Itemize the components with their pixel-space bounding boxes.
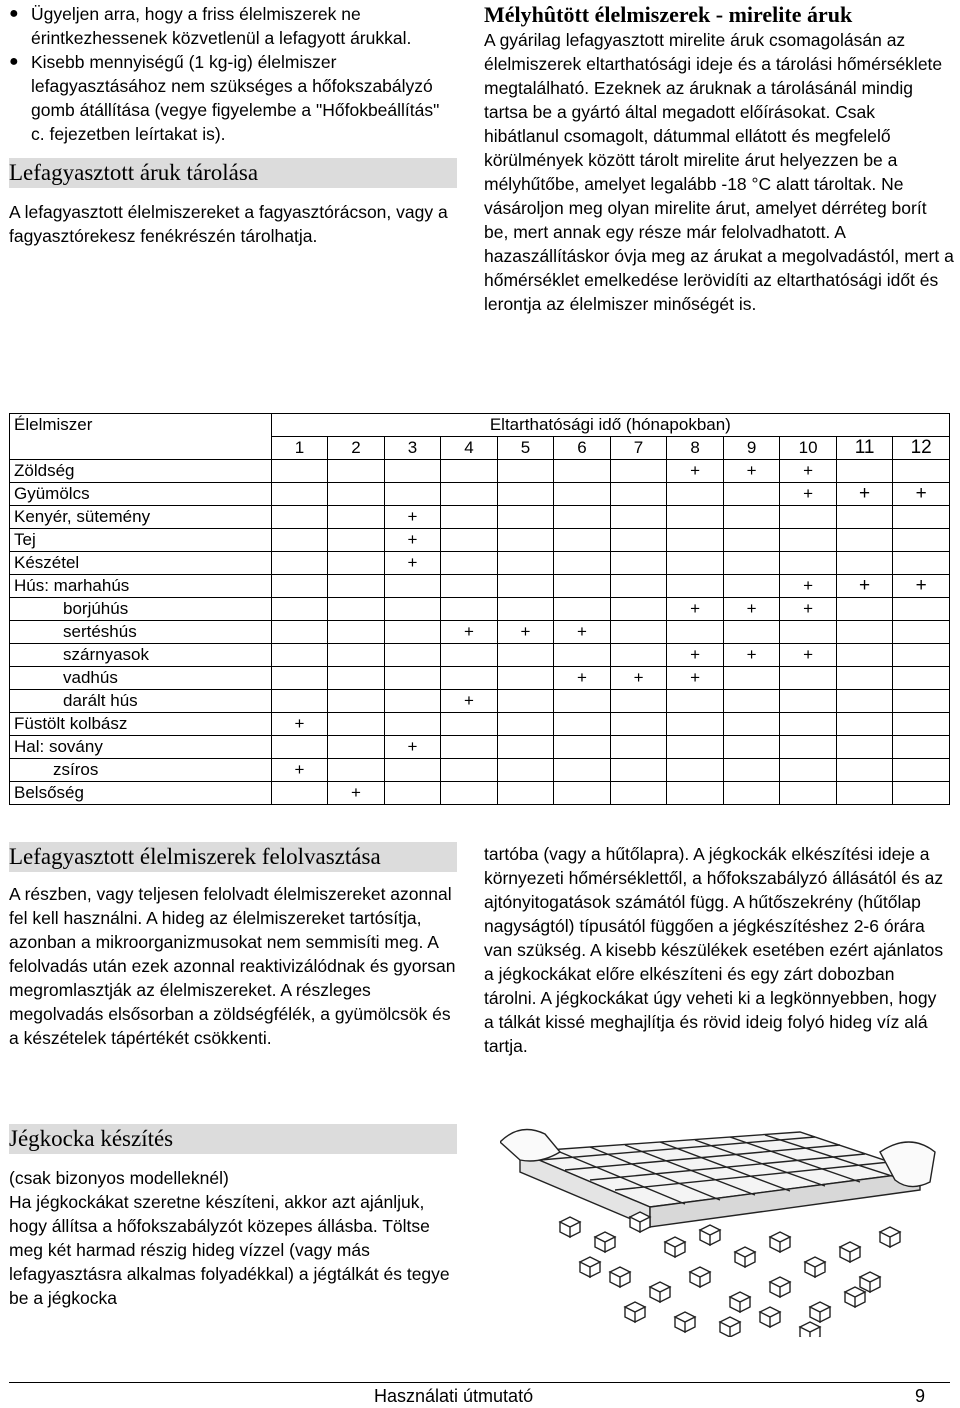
food-label: vadhús <box>10 667 272 690</box>
ice-continued-text: tartóba (vagy a hűtőlapra). A jégkockák elkészítési ideje a környezeti hőmérséklettől, a hőfokszabályzó állásától és az ajtónyitogatások számától függ. A hűtőszekrény (hűtőlap nagyságtól) típusától függően a jégkészítéshez 2-6 órára van szükség. A kisebb készülékek esetében ezért ajánlatos a jégkockákat előre elkészíteni és egy zárt dobozban tárolni. A jégkockákat úgy veheti ki a legkönnyebben, hogy a tálkát kissé meghajlítja és rövid ideig folyó hideg víz alá tartja. <box>484 844 944 1056</box>
empty-cell <box>328 483 385 506</box>
empty-cell <box>667 713 724 736</box>
empty-cell <box>497 506 554 529</box>
empty-cell <box>836 782 893 805</box>
empty-cell <box>271 483 328 506</box>
shelf-life-mark: + <box>836 483 893 506</box>
empty-cell <box>441 759 498 782</box>
empty-cell <box>780 736 837 759</box>
shelf-life-mark: + <box>497 621 554 644</box>
shelf-life-mark: + <box>384 736 441 759</box>
footer-divider <box>9 1382 950 1383</box>
empty-cell <box>667 506 724 529</box>
food-label: Füstölt kolbász <box>10 713 272 736</box>
food-label: sertéshús <box>10 621 272 644</box>
empty-cell <box>441 575 498 598</box>
empty-cell <box>271 667 328 690</box>
empty-cell <box>836 460 893 483</box>
food-column-header: Élelmiszer <box>10 414 272 460</box>
empty-cell <box>441 644 498 667</box>
ice-cube-icon <box>880 1227 900 1247</box>
ice-heading: Jégkocka készítés <box>9 1124 457 1154</box>
ice-text: (csak bizonyos modelleknél) Ha jégkockákat szeretne készíteni, akkor azt ajánljuk, hogy állítsa a hőfokszabályzót közepes állásba. Töltse meg két harmad részig hideg vízzel (vagy más lefagyasztásra alkalmas folyadékkal) a jégtálkát és tegye be a jégkocka <box>9 1168 450 1308</box>
empty-cell <box>384 667 441 690</box>
empty-cell <box>836 759 893 782</box>
ice-cube-icon <box>845 1287 865 1307</box>
empty-cell <box>780 690 837 713</box>
table-row <box>10 529 950 552</box>
empty-cell <box>271 782 328 805</box>
empty-cell <box>836 736 893 759</box>
empty-cell <box>667 552 724 575</box>
month-header: 8 <box>667 437 724 460</box>
empty-cell <box>780 759 837 782</box>
shelf-life-mark: + <box>667 644 724 667</box>
empty-cell <box>610 782 667 805</box>
empty-cell <box>554 483 611 506</box>
empty-cell <box>441 782 498 805</box>
ice-cube-icon <box>625 1302 645 1322</box>
shelf-life-mark: + <box>271 713 328 736</box>
empty-cell <box>780 667 837 690</box>
empty-cell <box>497 644 554 667</box>
shelf-life-mark: + <box>780 598 837 621</box>
empty-cell <box>893 598 950 621</box>
empty-cell <box>441 713 498 736</box>
empty-cell <box>893 759 950 782</box>
ice-cube-icon <box>560 1217 580 1237</box>
shelf-life-mark: + <box>723 644 780 667</box>
empty-cell <box>384 644 441 667</box>
table-row <box>10 759 950 782</box>
ice-cube-icon <box>720 1317 740 1337</box>
empty-cell <box>667 736 724 759</box>
ice-cube-icon <box>805 1257 825 1277</box>
food-label: darált hús <box>10 690 272 713</box>
table-row <box>10 644 950 667</box>
shelf-life-mark: + <box>271 759 328 782</box>
empty-cell <box>271 506 328 529</box>
ice-cube-icon <box>665 1237 685 1257</box>
empty-cell <box>497 575 554 598</box>
empty-cell <box>836 644 893 667</box>
empty-cell <box>667 621 724 644</box>
empty-cell <box>554 782 611 805</box>
empty-cell <box>893 644 950 667</box>
empty-cell <box>497 667 554 690</box>
table-row <box>10 621 950 644</box>
month-header: 10 <box>780 437 837 460</box>
ice-cube-icon <box>595 1232 615 1252</box>
empty-cell <box>441 667 498 690</box>
empty-cell <box>497 782 554 805</box>
empty-cell <box>271 690 328 713</box>
table-header-row <box>10 414 950 437</box>
left-top-column <box>9 2 457 248</box>
thaw-section <box>9 842 457 1050</box>
month-header: 6 <box>554 437 611 460</box>
empty-cell <box>554 644 611 667</box>
empty-cell <box>836 621 893 644</box>
shelf-life-mark: + <box>836 575 893 598</box>
empty-cell <box>554 736 611 759</box>
empty-cell <box>328 736 385 759</box>
month-header: 12 <box>893 437 950 460</box>
empty-cell <box>610 460 667 483</box>
bullet-item: ● Kisebb mennyiségű (1 kg-ig) élelmiszer lefagyasztásához nem szükséges a hőfokszabályzó gomb átállítása (vegye figyelembe a "Hőfokbeállítás" c. fejezetben leírtakat is). <box>9 52 440 144</box>
empty-cell <box>667 690 724 713</box>
table-row <box>10 552 950 575</box>
empty-cell <box>497 736 554 759</box>
empty-cell <box>441 736 498 759</box>
empty-cell <box>893 713 950 736</box>
shelf-life-mark: + <box>780 483 837 506</box>
empty-cell <box>554 690 611 713</box>
empty-cell <box>610 483 667 506</box>
ice-cube-icon <box>610 1267 630 1287</box>
empty-cell <box>497 598 554 621</box>
empty-cell <box>441 598 498 621</box>
empty-cell <box>893 552 950 575</box>
month-header: 2 <box>328 437 385 460</box>
empty-cell <box>328 529 385 552</box>
empty-cell <box>554 529 611 552</box>
empty-cell <box>610 552 667 575</box>
empty-cell <box>667 529 724 552</box>
ice-cube-icon <box>810 1302 830 1322</box>
empty-cell <box>271 460 328 483</box>
shelf-life-mark: + <box>893 483 950 506</box>
empty-cell <box>610 713 667 736</box>
food-label: Zöldség <box>10 460 272 483</box>
empty-cell <box>836 552 893 575</box>
empty-cell <box>554 575 611 598</box>
shelf-life-group-header: Eltarthatósági idő (hónapokban) <box>271 414 949 437</box>
empty-cell <box>780 529 837 552</box>
empty-cell <box>610 736 667 759</box>
empty-cell <box>328 667 385 690</box>
empty-cell <box>271 644 328 667</box>
empty-cell <box>893 690 950 713</box>
empty-cell <box>384 759 441 782</box>
frozen-goods-heading: Mélyhûtött élelmiszerek - mirelite áruk <box>484 2 853 27</box>
empty-cell <box>723 552 780 575</box>
empty-cell <box>893 782 950 805</box>
shelf-life-mark: + <box>780 460 837 483</box>
shelf-life-mark: + <box>384 552 441 575</box>
empty-cell <box>780 506 837 529</box>
storage-text: A lefagyasztott élelmiszereket a fagyasztórácson, vagy a fagyasztórekesz fenékrészén tárolhatja. <box>9 202 448 246</box>
empty-cell <box>667 782 724 805</box>
empty-cell <box>384 598 441 621</box>
shelf-life-mark: + <box>780 575 837 598</box>
empty-cell <box>723 759 780 782</box>
ice-section <box>9 1124 457 1310</box>
empty-cell <box>328 552 385 575</box>
empty-cell <box>554 713 611 736</box>
empty-cell <box>723 713 780 736</box>
month-header: 5 <box>497 437 554 460</box>
empty-cell <box>723 529 780 552</box>
shelf-life-mark: + <box>554 667 611 690</box>
empty-cell <box>780 782 837 805</box>
empty-cell <box>384 483 441 506</box>
ice-cube-icon <box>800 1322 820 1337</box>
empty-cell <box>723 506 780 529</box>
frozen-goods-text: A gyárilag lefagyasztott mirelite áruk csomagolásán az élelmiszerek eltarthatósági ideje és a tárolási hőmérséklete megtalálható. Ezeknek az áruknak a tárolásánál mindig tartsa be a gyártó által megadott előírásokat. Csak hibátlanul csomagolt, dátummal ellátott és megfelelő körülmények között tárolt mirelite árut helyezzen be a mélyhűtőbe, amelyet legalább -18 °C alatt tároltak. Ne vásároljon meg olyan mirelite árut, amelyet dérréteg borít be, mert annak egy része már felolvadhatott. A hazaszállításkor óvja meg az árukat a megolvadástól, mert a hőmérséklet emelkedése lerövidíti az eltarthatósági időt és lerontja az élelmiszer minőségét is. <box>484 30 954 314</box>
month-header: 1 <box>271 437 328 460</box>
food-label: Kenyér, sütemény <box>10 506 272 529</box>
food-label: Tej <box>10 529 272 552</box>
empty-cell <box>441 483 498 506</box>
shelf-life-mark: + <box>893 575 950 598</box>
empty-cell <box>836 667 893 690</box>
empty-cell <box>723 690 780 713</box>
empty-cell <box>384 621 441 644</box>
ice-cube-icon <box>630 1212 650 1232</box>
empty-cell <box>893 460 950 483</box>
empty-cell <box>328 713 385 736</box>
empty-cell <box>271 529 328 552</box>
empty-cell <box>610 598 667 621</box>
empty-cell <box>667 759 724 782</box>
ice-cube-icon <box>735 1247 755 1267</box>
empty-cell <box>328 460 385 483</box>
shelf-life-mark: + <box>441 690 498 713</box>
empty-cell <box>441 552 498 575</box>
empty-cell <box>271 552 328 575</box>
empty-cell <box>497 529 554 552</box>
ice-cube-icon <box>840 1242 860 1262</box>
shelf-life-mark: + <box>384 506 441 529</box>
empty-cell <box>610 759 667 782</box>
empty-cell <box>610 506 667 529</box>
empty-cell <box>780 621 837 644</box>
empty-cell <box>610 529 667 552</box>
empty-cell <box>723 483 780 506</box>
table-row <box>10 782 950 805</box>
empty-cell <box>836 598 893 621</box>
ice-cube-icon <box>860 1272 880 1292</box>
empty-cell <box>893 529 950 552</box>
shelf-life-mark: + <box>723 460 780 483</box>
empty-cell <box>836 529 893 552</box>
ice-cube-icon <box>700 1225 720 1245</box>
empty-cell <box>384 782 441 805</box>
month-header: 4 <box>441 437 498 460</box>
thaw-text: A részben, vagy teljesen felolvadt élelmiszereket azonnal fel kell használni. A hideg az élelmiszereket tartósítja, azonban a mikroorganizmusokat nem semmisíti meg. A felolvadás után ezek azonnal reaktivizálódnak és gyorsan megromlasztják az élelmiszereket. A részleges megolvadás elsősorban a zöldségfélék, a gyümölcsök és a készételek tápértékét csökkenti. <box>9 884 456 1048</box>
shelf-life-mark: + <box>780 644 837 667</box>
empty-cell <box>328 598 385 621</box>
shelf-life-mark: + <box>328 782 385 805</box>
empty-cell <box>328 690 385 713</box>
empty-cell <box>384 460 441 483</box>
empty-cell <box>893 506 950 529</box>
shelf-life-mark: + <box>667 598 724 621</box>
footer-title: Használati útmutató <box>374 1386 534 1406</box>
food-label: Belsőség <box>10 782 272 805</box>
empty-cell <box>554 506 611 529</box>
ice-cube-icon <box>675 1312 695 1332</box>
empty-cell <box>328 644 385 667</box>
page-number: 9 <box>915 1386 926 1406</box>
empty-cell <box>893 667 950 690</box>
month-header: 3 <box>384 437 441 460</box>
food-label: zsíros <box>10 759 272 782</box>
shelf-life-mark: + <box>441 621 498 644</box>
bullet-icon: ● <box>9 5 19 22</box>
empty-cell <box>893 736 950 759</box>
ice-cube-icon <box>650 1282 670 1302</box>
empty-cell <box>271 598 328 621</box>
month-header: 11 <box>836 437 893 460</box>
table-row <box>10 506 950 529</box>
empty-cell <box>497 483 554 506</box>
ice-cube-icon <box>730 1292 750 1312</box>
empty-cell <box>497 460 554 483</box>
bullet-icon: ● <box>9 53 19 70</box>
empty-cell <box>328 506 385 529</box>
food-label: Készétel <box>10 552 272 575</box>
shelf-life-mark: + <box>667 460 724 483</box>
empty-cell <box>441 529 498 552</box>
food-label: Hal: sovány <box>10 736 272 759</box>
empty-cell <box>554 460 611 483</box>
ice-cube-icon <box>770 1277 790 1297</box>
empty-cell <box>723 575 780 598</box>
empty-cell <box>610 575 667 598</box>
right-top-column <box>484 2 954 316</box>
empty-cell <box>384 575 441 598</box>
empty-cell <box>723 621 780 644</box>
storage-heading: Lefagyasztott áruk tárolása <box>9 158 457 188</box>
empty-cell <box>893 621 950 644</box>
empty-cell <box>667 483 724 506</box>
empty-cell <box>271 736 328 759</box>
shelf-life-mark: + <box>667 667 724 690</box>
table-row <box>10 483 950 506</box>
empty-cell <box>610 621 667 644</box>
food-label: Gyümölcs <box>10 483 272 506</box>
ice-cube-icon <box>760 1307 780 1327</box>
empty-cell <box>836 506 893 529</box>
empty-cell <box>328 621 385 644</box>
bullet-item: ● Ügyeljen arra, hogy a friss élelmiszerek ne érintkezhessenek közvetlenül a lefagyott árukkal. <box>9 4 412 48</box>
empty-cell <box>384 690 441 713</box>
empty-cell <box>441 506 498 529</box>
empty-cell <box>271 575 328 598</box>
shelf-life-table <box>9 413 950 805</box>
empty-cell <box>497 759 554 782</box>
empty-cell <box>497 552 554 575</box>
ice-continued-column <box>484 842 950 1058</box>
month-header: 9 <box>723 437 780 460</box>
empty-cell <box>554 759 611 782</box>
table-row <box>10 690 950 713</box>
empty-cell <box>554 552 611 575</box>
empty-cell <box>610 644 667 667</box>
ice-cube-icon <box>690 1267 710 1287</box>
empty-cell <box>497 690 554 713</box>
empty-cell <box>667 575 724 598</box>
empty-cell <box>328 759 385 782</box>
ice-cube-icon <box>580 1257 600 1277</box>
shelf-life-mark: + <box>723 598 780 621</box>
empty-cell <box>384 713 441 736</box>
shelf-life-mark: + <box>610 667 667 690</box>
empty-cell <box>780 713 837 736</box>
empty-cell <box>836 690 893 713</box>
table-row <box>10 598 950 621</box>
month-header: 7 <box>610 437 667 460</box>
food-label: Hús: marhahús <box>10 575 272 598</box>
empty-cell <box>271 621 328 644</box>
empty-cell <box>497 713 554 736</box>
ice-tray-illustration <box>500 1112 940 1337</box>
empty-cell <box>554 598 611 621</box>
table-row <box>10 736 950 759</box>
table-row <box>10 667 950 690</box>
empty-cell <box>723 667 780 690</box>
empty-cell <box>780 552 837 575</box>
empty-cell <box>723 782 780 805</box>
empty-cell <box>328 575 385 598</box>
food-label: borjúhús <box>10 598 272 621</box>
bullet-list <box>9 2 457 146</box>
empty-cell <box>836 713 893 736</box>
ice-cube-icon <box>770 1232 790 1252</box>
shelf-life-mark: + <box>384 529 441 552</box>
thaw-heading: Lefagyasztott élelmiszerek felolvasztása <box>9 842 457 872</box>
empty-cell <box>723 736 780 759</box>
table-row <box>10 713 950 736</box>
empty-cell <box>441 460 498 483</box>
food-label: szárnyasok <box>10 644 272 667</box>
shelf-life-mark: + <box>554 621 611 644</box>
empty-cell <box>610 690 667 713</box>
table-row <box>10 460 950 483</box>
table-row <box>10 575 950 598</box>
